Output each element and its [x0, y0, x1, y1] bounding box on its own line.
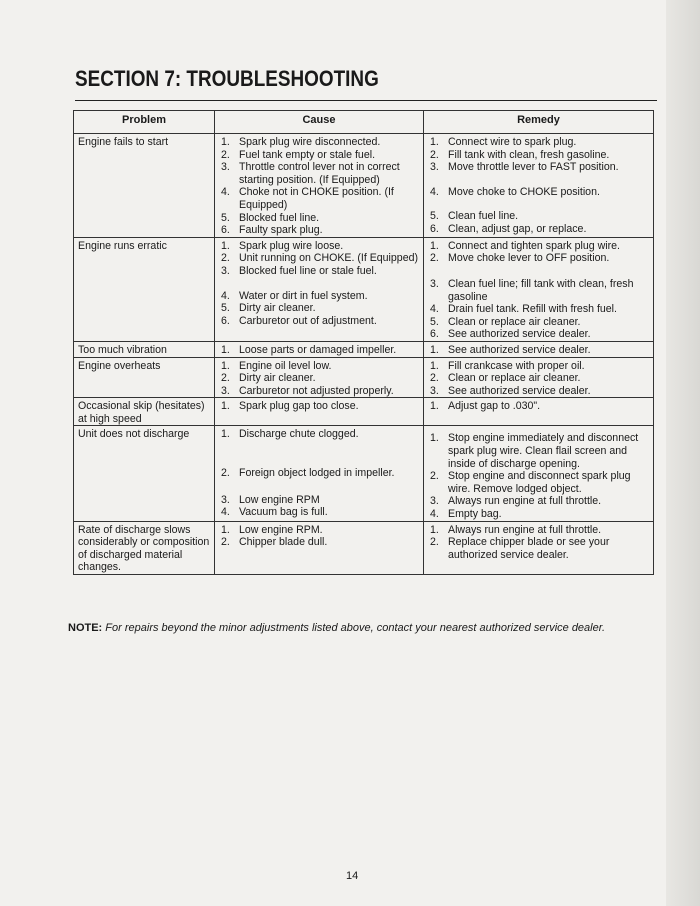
cause-item: 1. Spark plug gap too close.	[221, 400, 359, 413]
cause-item: 6. Faulty spark plug.	[221, 224, 323, 237]
cause-item: 2. Dirty air cleaner.	[221, 372, 316, 385]
remedy-item: 4. Empty bag.	[430, 508, 502, 521]
problem-cell: Too much vibration	[74, 341, 215, 357]
table-row	[74, 426, 654, 521]
cause-item: 3. Carburetor not adjusted properly.	[221, 384, 394, 397]
cause-item: 1. Spark plug wire loose.	[221, 239, 344, 252]
remedy-item: 5. Clean or replace air cleaner.	[430, 315, 581, 328]
problem-cell: Unit does not discharge	[74, 426, 215, 521]
remedy-item: 4. Move choke to CHOKE position.	[430, 185, 600, 198]
section-title: SECTION 7: TROUBLESHOOTING	[75, 66, 379, 91]
remedy-item: 2. Replace chipper blade or see your authorized service dealer.	[430, 536, 610, 561]
note	[68, 622, 668, 634]
cause-item: 2. Foreign object lodged in impeller.	[221, 467, 395, 480]
cause-cell	[215, 341, 424, 357]
remedy-item: 6. Clean, adjust gap, or replace.	[430, 222, 587, 235]
page-edge-shadow	[666, 0, 700, 906]
remedy-item: 1. See authorized service dealer.	[430, 343, 591, 356]
cause-cell	[215, 134, 424, 238]
troubleshooting-table	[73, 110, 654, 575]
remedy-cell	[424, 357, 654, 398]
table-row	[74, 341, 654, 357]
remedy-cell	[424, 341, 654, 357]
remedy-cell	[424, 237, 654, 341]
remedy-cell	[424, 426, 654, 521]
page-number: 14	[346, 870, 359, 882]
table-row	[74, 398, 654, 426]
remedy-item: 2. Move choke lever to OFF position.	[430, 252, 610, 265]
header-cause: Cause	[215, 111, 424, 134]
cause-item: 4. Vacuum bag is full.	[221, 506, 328, 519]
cause-item: 5. Blocked fuel line.	[221, 211, 320, 224]
cause-item: 4. Water or dirt in fuel system.	[221, 289, 368, 302]
cause-cell	[215, 426, 424, 521]
remedy-item: 1. Connect wire to spark plug.	[430, 136, 577, 148]
cause-item: 2. Unit running on CHOKE. (If Equipped)	[221, 252, 419, 265]
cause-cell	[215, 237, 424, 341]
remedy-item: 1. Connect and tighten spark plug wire.	[430, 239, 620, 252]
remedy-cell	[424, 521, 654, 574]
remedy-item: 3. Move throttle lever to FAST position.	[430, 161, 619, 174]
note-label: NOTE:	[68, 622, 103, 634]
cause-item: 6. Carburetor out of adjustment.	[221, 314, 377, 327]
table-row	[74, 134, 654, 238]
cause-item: 2. Fuel tank empty or stale fuel.	[221, 148, 376, 161]
cause-item: 3. Low engine RPM	[221, 493, 320, 506]
remedy-item: 3. Always run engine at full throttle.	[430, 495, 602, 508]
problem-cell: Engine fails to start	[74, 134, 215, 238]
cause-cell	[215, 398, 424, 426]
remedy-item: 2. Fill tank with clean, fresh gasoline.	[430, 148, 610, 161]
remedy-item: 2. Stop engine and disconnect spark plug wire. Remove lodged object.	[430, 470, 631, 495]
problem-cell: Occasional skip (hesitates) at high speed	[74, 398, 215, 426]
cause-item: 3. Blocked fuel line or stale fuel.	[221, 264, 377, 277]
remedy-cell	[424, 134, 654, 238]
cause-item: 1. Discharge chute clogged.	[221, 428, 359, 441]
remedy-item: 1. Fill crankcase with proper oil.	[430, 359, 585, 372]
remedy-cell	[424, 398, 654, 426]
table-row	[74, 521, 654, 574]
header-problem: Problem	[74, 111, 215, 134]
table-header-row	[74, 111, 654, 134]
remedy-item: 3. See authorized service dealer.	[430, 384, 591, 397]
table-row	[74, 237, 654, 341]
remedy-item: 1. Adjust gap to .030".	[430, 400, 541, 413]
cause-item: 5. Dirty air cleaner.	[221, 302, 316, 315]
remedy-item: 2. Clean or replace air cleaner.	[430, 372, 581, 385]
problem-cell: Engine runs erratic	[74, 237, 215, 341]
remedy-item: 6. See authorized service dealer.	[430, 328, 591, 341]
cause-item: 1. Engine oil level low.	[221, 359, 332, 372]
cause-item: 1. Loose parts or damaged impeller.	[221, 343, 397, 356]
problem-cell: Rate of discharge slows considerably or composition of discharged material changes.	[74, 521, 215, 574]
note-text: For repairs beyond the minor adjustments listed above, contact your nearest authorized service dealer.	[105, 622, 606, 634]
remedy-item: 1. Always run engine at full throttle.	[430, 523, 602, 536]
cause-item: 1. Spark plug wire disconnected.	[221, 136, 381, 148]
problem-cell: Engine overheats	[74, 357, 215, 398]
cause-item: 1. Low engine RPM.	[221, 523, 323, 536]
title-rule	[75, 100, 657, 101]
cause-item: 2. Chipper blade dull.	[221, 536, 328, 549]
remedy-item: 4. Drain fuel tank. Refill with fresh fuel.	[430, 303, 617, 316]
header-remedy: Remedy	[424, 111, 654, 134]
table-row	[74, 357, 654, 398]
cause-item: 4. Choke not in CHOKE position. (If Equipped)	[221, 186, 394, 211]
cause-cell	[215, 521, 424, 574]
cause-cell	[215, 357, 424, 398]
remedy-item: 5. Clean fuel line.	[430, 210, 519, 223]
cause-item: 3. Throttle control lever not in correct starting position. (If Equipped)	[221, 161, 400, 186]
remedy-item: 3. Clean fuel line; fill tank with clean, fresh gasoline	[430, 277, 634, 303]
remedy-item: 1. Stop engine immediately and disconnect spark plug wire. Clean flail screen and inside of discharge opening.	[430, 432, 639, 470]
